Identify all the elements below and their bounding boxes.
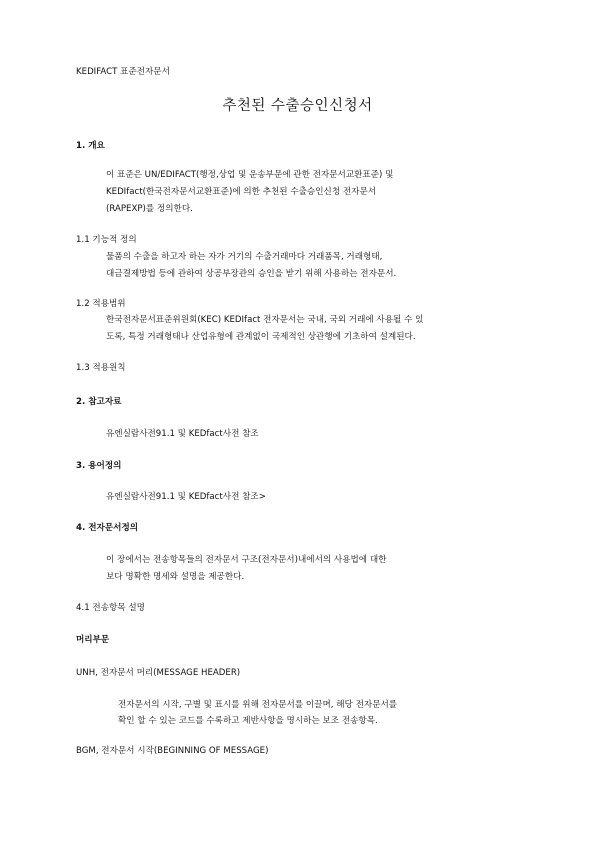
subsection-heading: 1.1 기능적 정의 — [76, 235, 137, 245]
segment-heading: BGM, 전자문서 시작(BEGINNING OF MESSAGE) — [76, 746, 269, 756]
paragraph-line: 이 표준은 UN/EDIFACT(행정,상업 및 운송부문에 관한 전자문서교환표준) 및 — [106, 170, 394, 180]
paragraph-line: 물품의 수출을 하고자 하는 자가 거기의 수출거래마다 거래품목, 거래형태, — [106, 252, 383, 262]
section-heading: 3. 용어정의 — [76, 461, 122, 471]
section-heading: 2. 참고자료 — [76, 397, 122, 407]
paragraph-line: 이 장에서는 전송항목들의 전자문서 구조(전자문서)내에서의 사용법에 대한 — [106, 555, 387, 565]
subsection-heading: 1.3 적용원칙 — [76, 363, 126, 373]
paragraph-line: 대금결제방법 등에 관하여 상공부장관의 승인을 받기 위해 사용하는 전자문서. — [106, 269, 397, 279]
paragraph-line: 전자문서의 시작, 구별 및 표시를 위해 전자문서를 이끌며, 해당 전자문서를 — [118, 700, 398, 710]
subsection-heading: 4.1 전송항목 설명 — [76, 603, 145, 613]
paragraph-line: 유엔실람사전91.1 및 KEDfact사전 참조 — [106, 429, 259, 439]
segment-heading: UNH, 전자문서 머리(MESSAGE HEADER) — [76, 668, 241, 678]
paragraph-line: (RAPEXP)를 정의한다. — [106, 204, 193, 214]
paragraph-line: KEDIfact(한국전자문서교환표준)에 의한 추천된 수출승인신청 전자문서 — [106, 187, 377, 197]
document-title: 추천된 수출승인신청서 — [222, 98, 373, 114]
paragraph-line: 한국전자문서표준위원회(KEC) KEDIfact 전자문서는 국내, 국외 거래에 사용될 수 있 — [106, 315, 424, 325]
section-heading: 4. 전자문서정의 — [76, 523, 139, 533]
paragraph-line: 보다 명확한 명세와 설명을 제공한다. — [106, 572, 245, 582]
part-heading: 머리부문 — [76, 635, 110, 645]
section-heading: 1. 개요 — [76, 141, 105, 151]
paragraph-line: 확인 할 수 있는 코드를 수록하고 제반사항을 명시하는 보조 전송항목. — [118, 716, 378, 726]
paragraph-line: 유엔실람사전91.1 및 KEDfact사전 참조> — [106, 492, 266, 502]
subsection-heading: 1.2 적용범위 — [76, 299, 126, 309]
document-header: KEDIFACT 표준전자문서 — [76, 67, 170, 77]
paragraph-line: 도록, 특정 거래형태나 산업유형에 관계없이 국제적인 상관행에 기초하여 설계된다. — [106, 332, 416, 342]
